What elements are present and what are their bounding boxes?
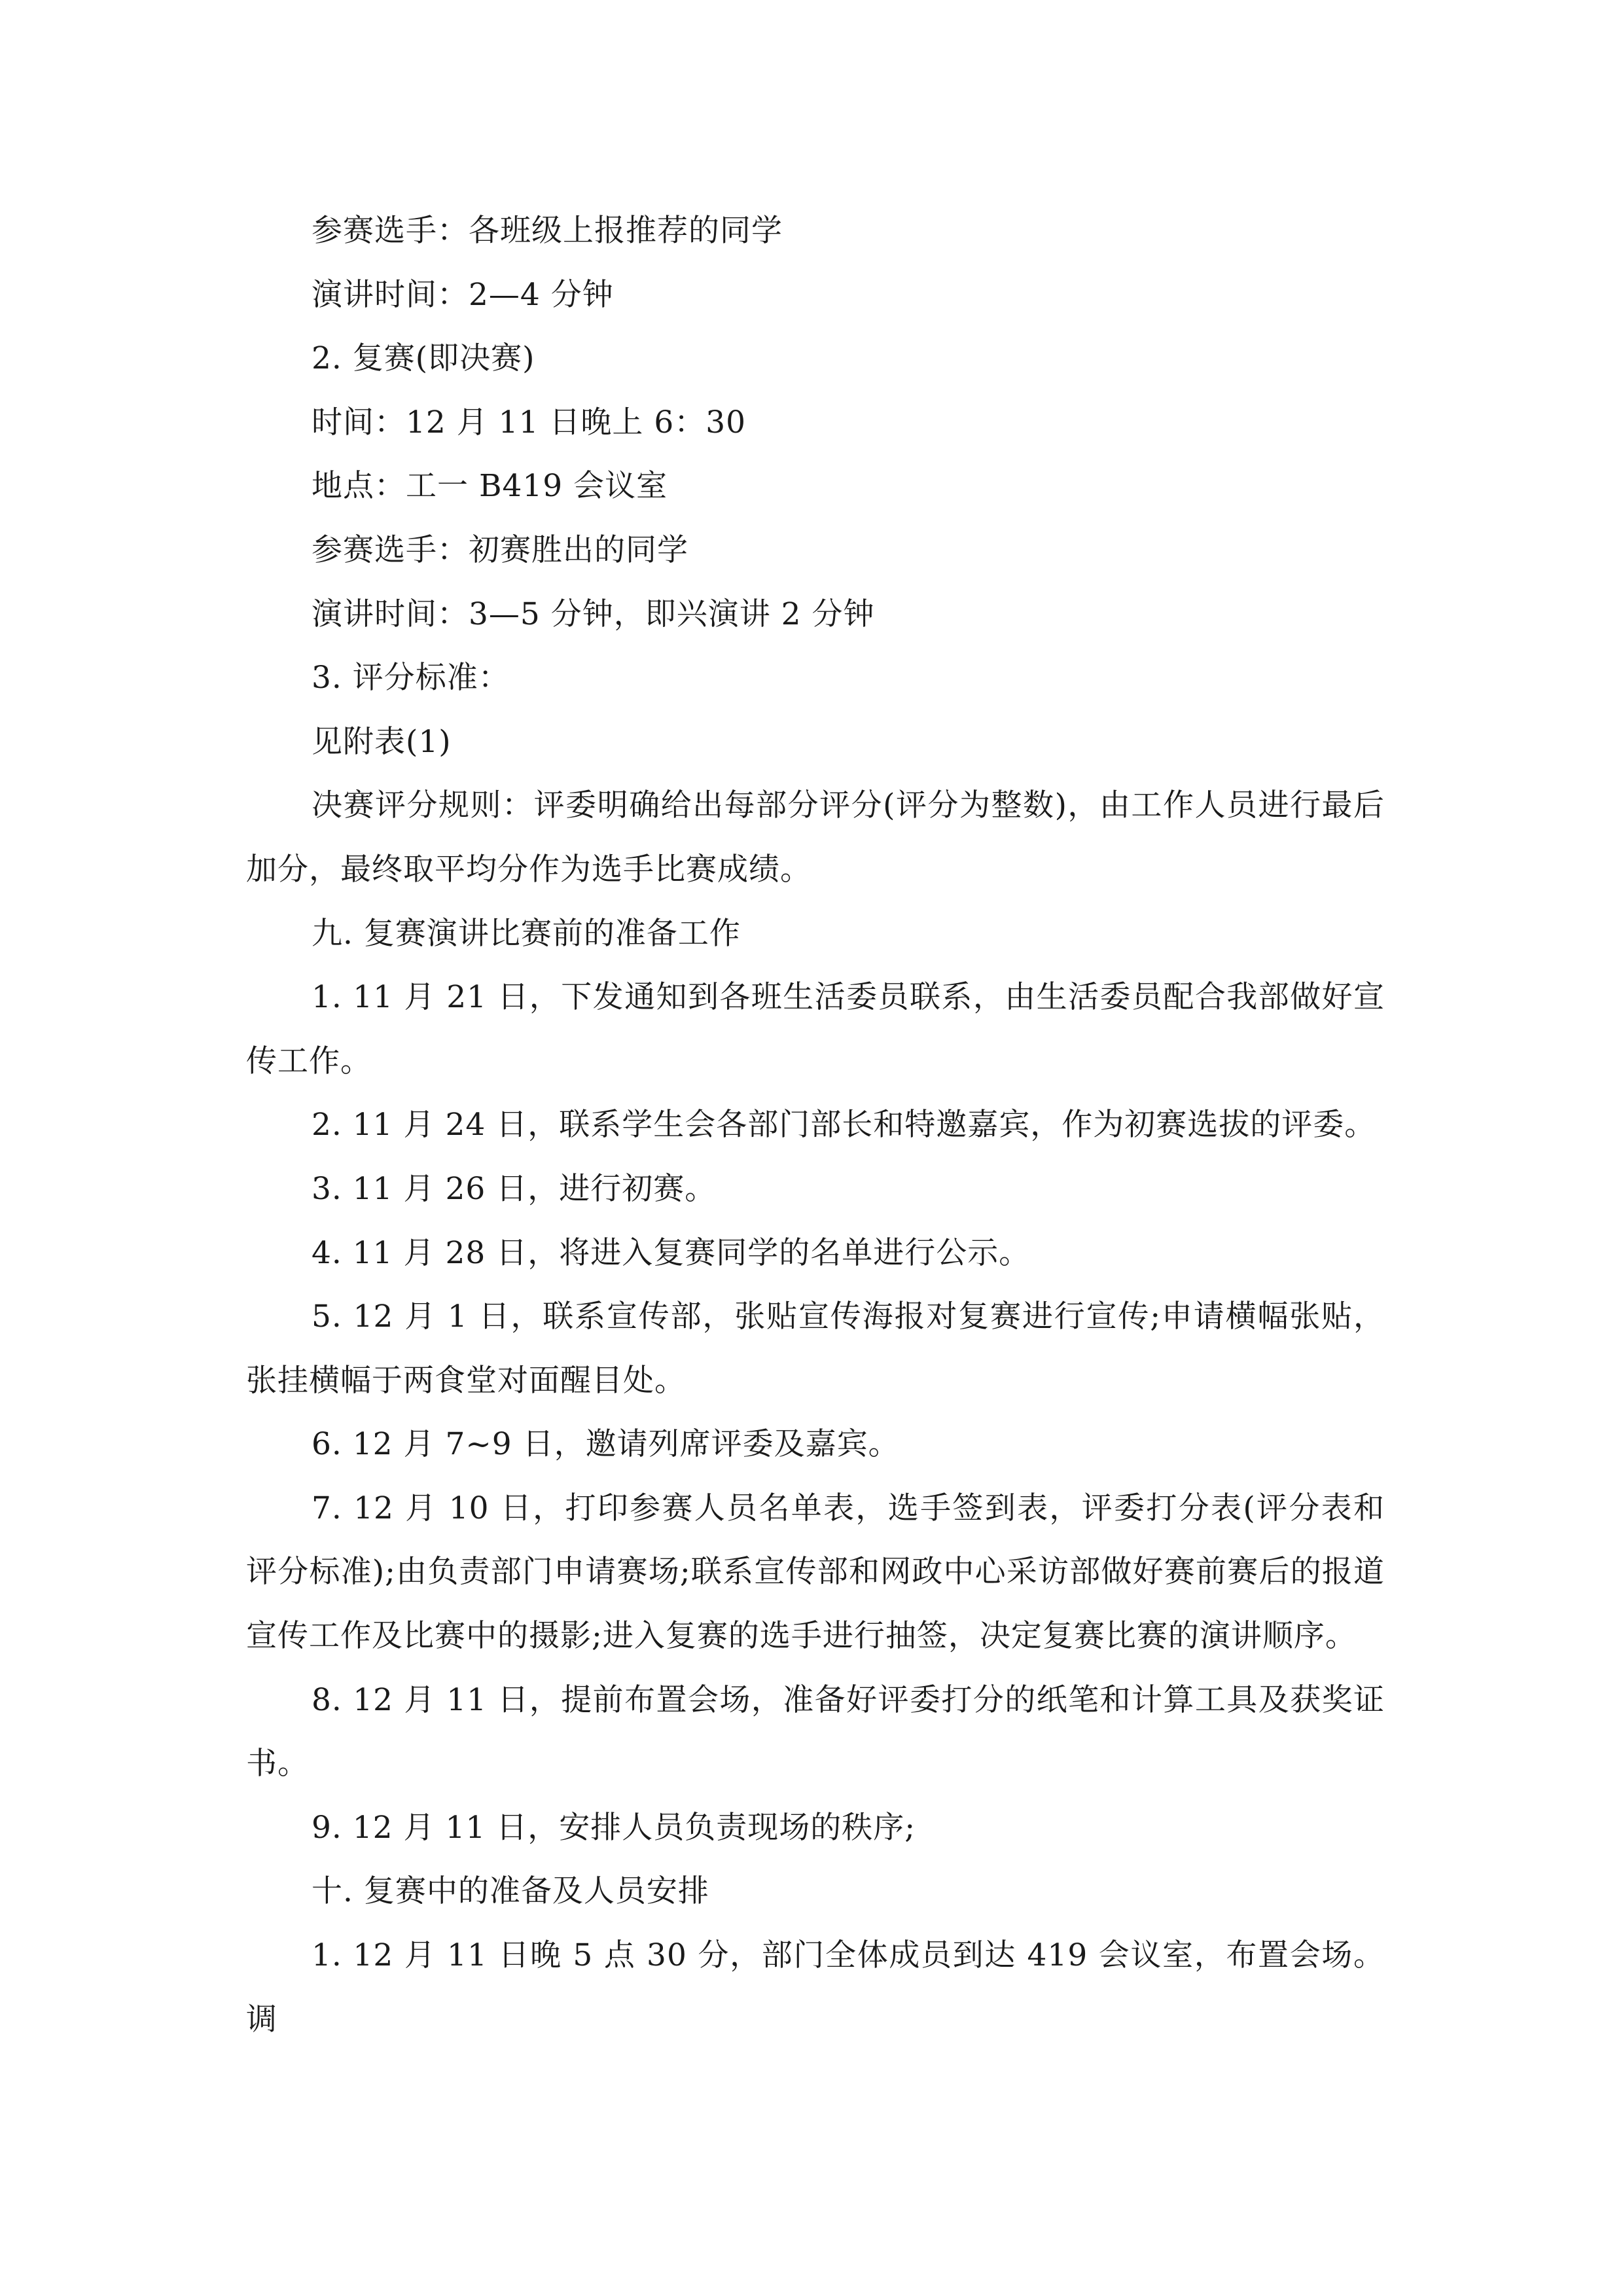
list-item: 5. 12 月 1 日，联系宣传部，张贴宣传海报对复赛进行宣传;申请横幅张贴，张挂横幅于两食堂对面醒目处。 bbox=[246, 1299, 1385, 1399]
section-heading: 3. 评分标准： bbox=[312, 660, 510, 696]
list-item: 4. 11 月 28 日，将进入复赛同学的名单进行公示。 bbox=[312, 1234, 1031, 1271]
paragraph: 参赛选手：各班级上报推荐的同学 bbox=[312, 213, 783, 249]
paragraph: 演讲时间：3—5 分钟，即兴演讲 2 分钟 bbox=[312, 596, 875, 632]
list-item: 6. 12 月 7~9 日，邀请列席评委及嘉宾。 bbox=[312, 1426, 900, 1463]
section-heading: 九. 复赛演讲比赛前的准备工作 bbox=[312, 915, 741, 952]
list-item: 7. 12 月 10 日，打印参赛人员名单表，选手签到表，评委打分表(评分表和评分标准);由负责部门申请赛场;联系宣传部和网政中心采访部做好赛前赛后的报道宣传工作及比赛中的摄影;进入复赛的选手进行抽签，决定复赛比赛的演讲顺序。 bbox=[246, 1490, 1385, 1655]
paragraph: 时间：12 月 11 日晚上 6：30 bbox=[312, 404, 747, 440]
document-body bbox=[246, 199, 1385, 2051]
section-heading: 十. 复赛中的准备及人员安排 bbox=[312, 1873, 709, 1910]
paragraph: 见附表(1) bbox=[312, 723, 452, 760]
paragraph: 参赛选手：初赛胜出的同学 bbox=[312, 531, 688, 568]
list-item: 3. 11 月 26 日，进行初赛。 bbox=[312, 1170, 717, 1207]
section-heading: 2. 复赛(即决赛) bbox=[312, 340, 535, 377]
list-item: 1. 11 月 21 日，下发通知到各班生活委员联系，由生活委员配合我部做好宣传工作。 bbox=[246, 979, 1385, 1079]
paragraph: 决赛评分规则：评委明确给出每部分评分(评分为整数)，由工作人员进行最后加分，最终取平均分作为选手比赛成绩。 bbox=[246, 787, 1385, 888]
list-item: 8. 12 月 11 日，提前布置会场，准备好评委打分的纸笔和计算工具及获奖证书。 bbox=[246, 1681, 1385, 1782]
list-item: 1. 12 月 11 日晚 5 点 30 分，部门全体成员到达 419 会议室，布置会场。调 bbox=[246, 1937, 1385, 2037]
list-item: 2. 11 月 24 日，联系学生会各部门部长和特邀嘉宾，作为初赛选拔的评委。 bbox=[312, 1107, 1376, 1143]
list-item: 9. 12 月 11 日，安排人员负责现场的秩序; bbox=[312, 1809, 916, 1846]
paragraph: 演讲时间：2—4 分钟 bbox=[312, 276, 614, 313]
paragraph: 地点：工一 B419 会议室 bbox=[312, 468, 668, 505]
